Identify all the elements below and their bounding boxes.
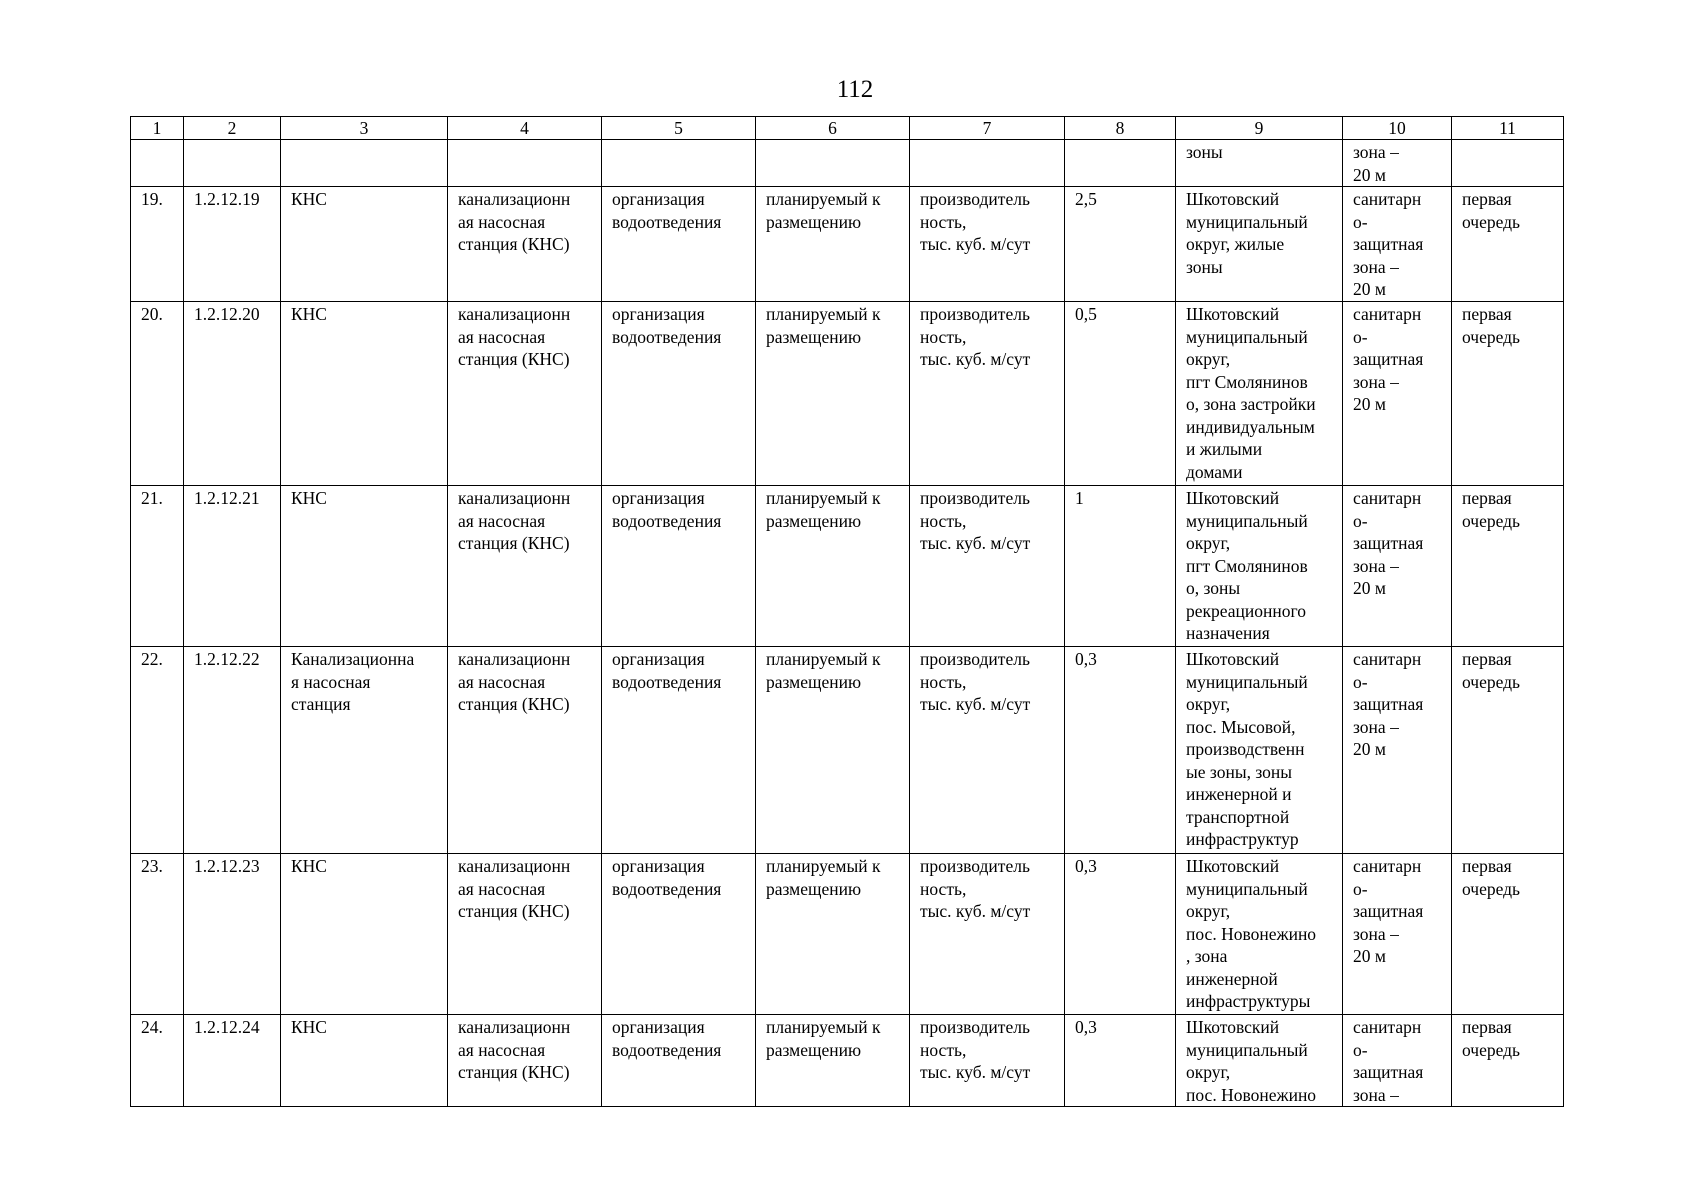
cell-status: планируемый к размещению xyxy=(756,647,910,854)
cell-location: Шкотовский муниципальный округ, пгт Смолянинов о, зоны рекреационного назначения xyxy=(1176,486,1343,647)
cell-type: канализационн ая насосная станция (КНС) xyxy=(448,1015,602,1107)
column-header: 3 xyxy=(281,117,448,140)
cell-stage: первая очередь xyxy=(1452,302,1564,486)
column-header: 9 xyxy=(1176,117,1343,140)
cell-value: 0,5 xyxy=(1065,302,1176,486)
cell-zone: санитарн о- защитная зона – 20 м xyxy=(1343,187,1452,302)
cell-purpose: организация водоотведения xyxy=(602,1015,756,1107)
cell-location: Шкотовский муниципальный округ, пгт Смолянинов о, зона застройки индивидуальным и жилыми домами xyxy=(1176,302,1343,486)
cell-location: зоны xyxy=(1176,140,1343,187)
cell-type: канализационн ая насосная станция (КНС) xyxy=(448,854,602,1015)
cell-code: 1.2.12.22 xyxy=(184,647,281,854)
objects-table xyxy=(130,116,1564,1107)
cell-purpose: организация водоотведения xyxy=(602,486,756,647)
cell-number: 22. xyxy=(131,647,184,854)
cell-parameter: производитель ность, тыс. куб. м/сут xyxy=(910,854,1065,1015)
cell-code: 1.2.12.20 xyxy=(184,302,281,486)
column-header: 6 xyxy=(756,117,910,140)
header-row xyxy=(131,117,1564,140)
cell-stage: первая очередь xyxy=(1452,1015,1564,1107)
cell-status: планируемый к размещению xyxy=(756,486,910,647)
cell-number: 19. xyxy=(131,187,184,302)
cell-status: планируемый к размещению xyxy=(756,854,910,1015)
cell-zone: зона – 20 м xyxy=(1343,140,1452,187)
table-row xyxy=(131,1015,1564,1107)
column-header: 4 xyxy=(448,117,602,140)
table-row xyxy=(131,486,1564,647)
cell-number: 24. xyxy=(131,1015,184,1107)
column-header: 7 xyxy=(910,117,1065,140)
cell-code: 1.2.12.24 xyxy=(184,1015,281,1107)
cell-type: канализационн ая насосная станция (КНС) xyxy=(448,647,602,854)
cell-type: канализационн ая насосная станция (КНС) xyxy=(448,187,602,302)
cell-value: 1 xyxy=(1065,486,1176,647)
column-header: 2 xyxy=(184,117,281,140)
cell-status: планируемый к размещению xyxy=(756,187,910,302)
cell-number: 21. xyxy=(131,486,184,647)
cell-parameter: производитель ность, тыс. куб. м/сут xyxy=(910,647,1065,854)
cell-name: КНС xyxy=(281,187,448,302)
table-row xyxy=(131,302,1564,486)
column-header: 11 xyxy=(1452,117,1564,140)
cell-parameter: производитель ность, тыс. куб. м/сут xyxy=(910,187,1065,302)
cell-code: 1.2.12.23 xyxy=(184,854,281,1015)
cell-type: канализационн ая насосная станция (КНС) xyxy=(448,486,602,647)
table-row xyxy=(131,187,1564,302)
cell-stage: первая очередь xyxy=(1452,486,1564,647)
cell-zone: санитарн о- защитная зона – 20 м xyxy=(1343,854,1452,1015)
table-row xyxy=(131,647,1564,854)
cell-stage: первая очередь xyxy=(1452,647,1564,854)
cell-zone: санитарн о- защитная зона – 20 м xyxy=(1343,647,1452,854)
cell-location: Шкотовский муниципальный округ, жилые зоны xyxy=(1176,187,1343,302)
cell-name: Канализационна я насосная станция xyxy=(281,647,448,854)
cell-number: 23. xyxy=(131,854,184,1015)
cell-type: канализационн ая насосная станция (КНС) xyxy=(448,302,602,486)
table-row xyxy=(131,854,1564,1015)
cell-purpose: организация водоотведения xyxy=(602,187,756,302)
cell-location: Шкотовский муниципальный округ, пос. Новонежино xyxy=(1176,1015,1343,1107)
cell-stage: первая очередь xyxy=(1452,187,1564,302)
cell-zone: санитарн о- защитная зона – 20 м xyxy=(1343,302,1452,486)
cell-value: 0,3 xyxy=(1065,647,1176,854)
cell-location: Шкотовский муниципальный округ, пос. Мысовой, производственн ые зоны, зоны инженерной и транспортной инфраструктур xyxy=(1176,647,1343,854)
cell-purpose: организация водоотведения xyxy=(602,302,756,486)
cell-purpose: организация водоотведения xyxy=(602,854,756,1015)
cell-stage: первая очередь xyxy=(1452,854,1564,1015)
cell-value: 0,3 xyxy=(1065,854,1176,1015)
cell-value: 2,5 xyxy=(1065,187,1176,302)
cell-name: КНС xyxy=(281,486,448,647)
cell-parameter: производитель ность, тыс. куб. м/сут xyxy=(910,1015,1065,1107)
cell-name: КНС xyxy=(281,1015,448,1107)
cell-code: 1.2.12.21 xyxy=(184,486,281,647)
cell-status: планируемый к размещению xyxy=(756,302,910,486)
cell-zone: санитарн о- защитная зона – 20 м xyxy=(1343,486,1452,647)
page-number: 112 xyxy=(836,76,874,103)
cell-parameter: производитель ность, тыс. куб. м/сут xyxy=(910,486,1065,647)
cell-location: Шкотовский муниципальный округ, пос. Новонежино , зона инженерной инфраструктуры xyxy=(1176,854,1343,1015)
continuation-row xyxy=(131,140,1564,187)
column-header: 5 xyxy=(602,117,756,140)
column-header: 8 xyxy=(1065,117,1176,140)
column-header: 1 xyxy=(131,117,184,140)
cell-number: 20. xyxy=(131,302,184,486)
column-header: 10 xyxy=(1343,117,1452,140)
cell-name: КНС xyxy=(281,854,448,1015)
cell-status: планируемый к размещению xyxy=(756,1015,910,1107)
cell-value: 0,3 xyxy=(1065,1015,1176,1107)
cell-name: КНС xyxy=(281,302,448,486)
cell-purpose: организация водоотведения xyxy=(602,647,756,854)
cell-code: 1.2.12.19 xyxy=(184,187,281,302)
cell-parameter: производитель ность, тыс. куб. м/сут xyxy=(910,302,1065,486)
cell-zone: санитарн о- защитная зона – xyxy=(1343,1015,1452,1107)
